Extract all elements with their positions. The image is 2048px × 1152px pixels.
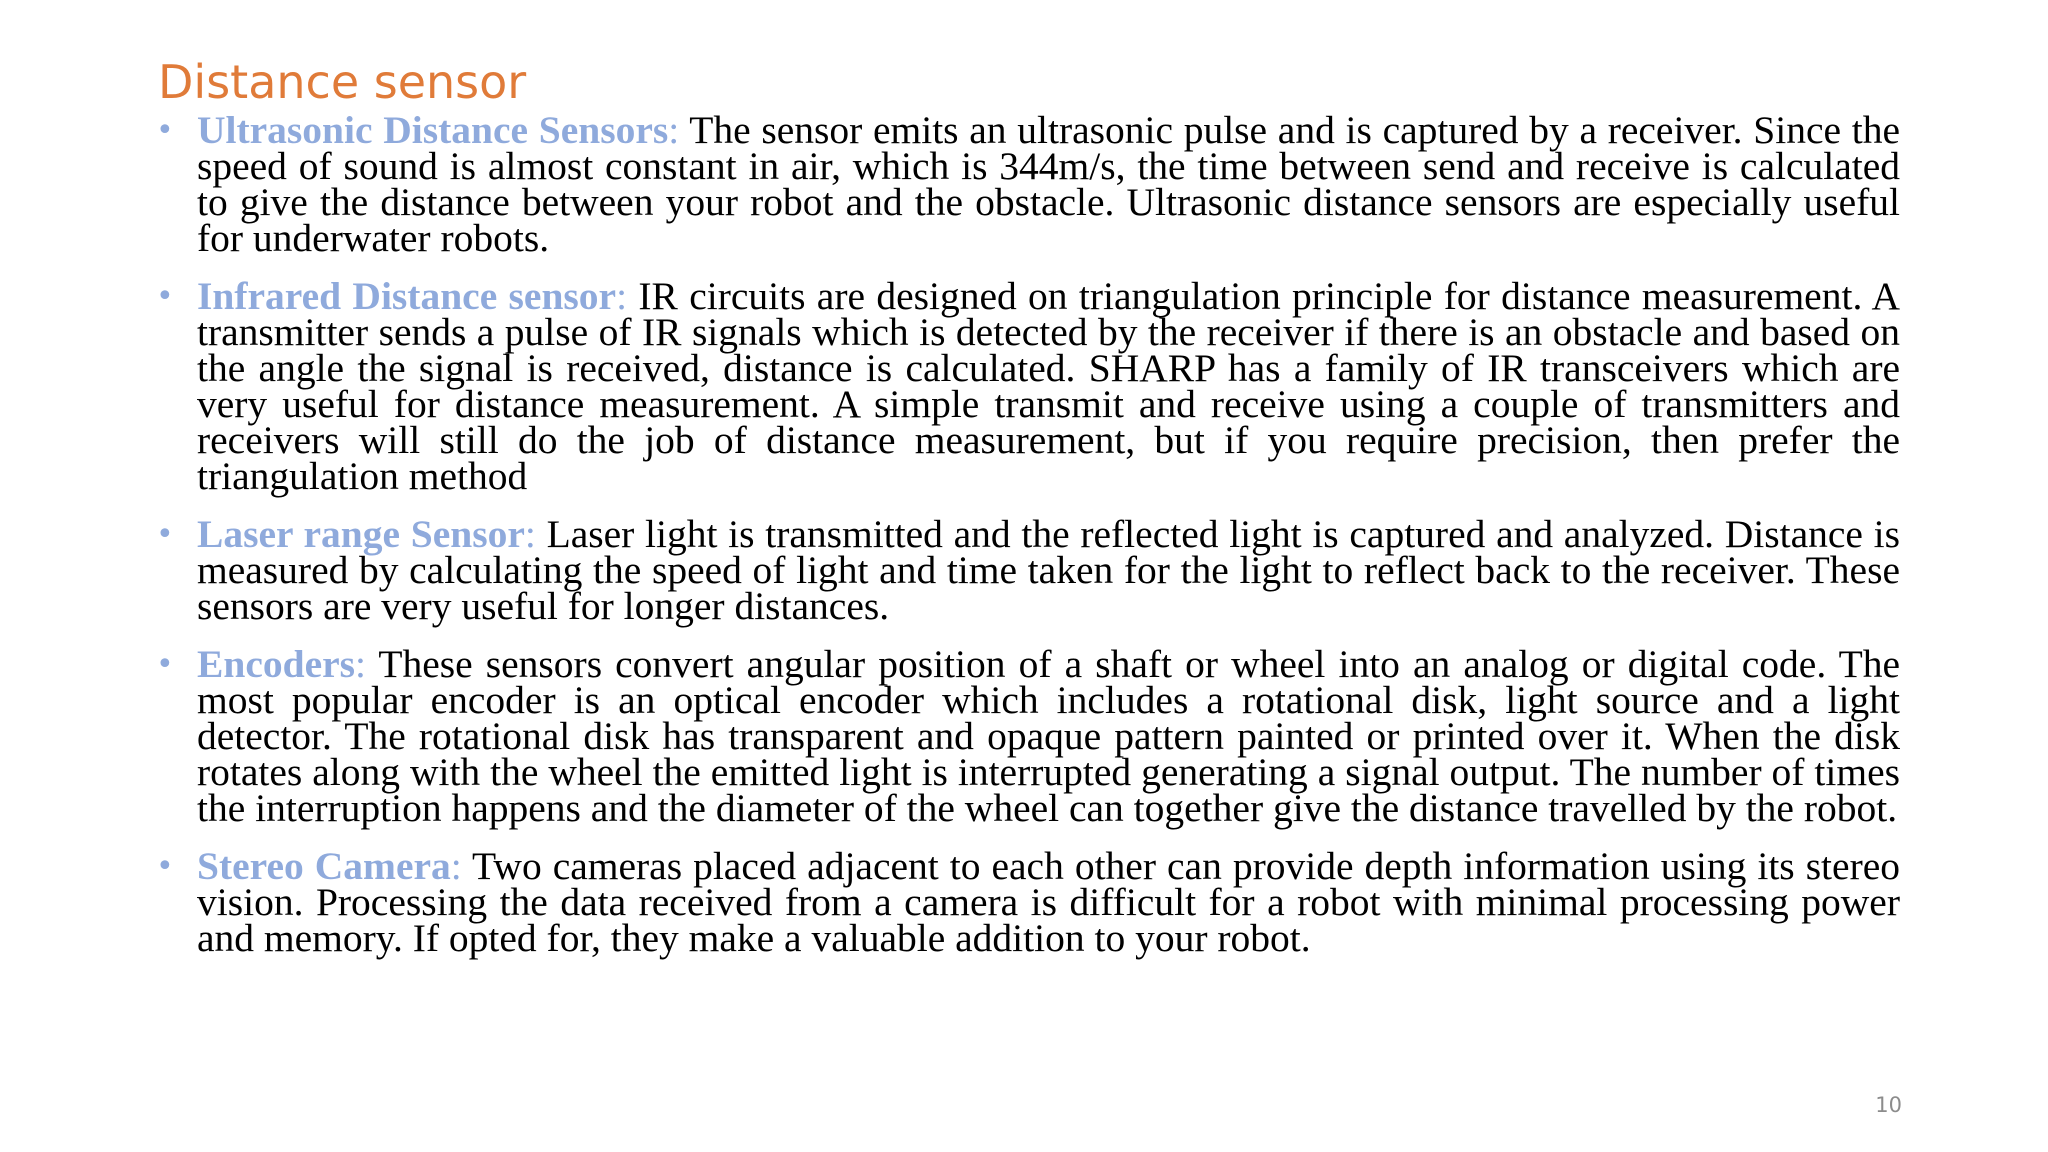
term-infrared: Infrared Distance sensor [197,274,617,318]
description-stereo-camera: Two cameras placed adjacent to each other can provide depth information using its stereo vision. Processing the data received from a camera is difficult for a robot with minimal processing power and memory. If opted for, they make a valuable addition to your robot. [197,844,1901,960]
term-colon: : [668,108,680,152]
bullet-item-infrared [150,274,1900,498]
term-colon: : [450,844,462,888]
bullet-item-ultrasonic [150,108,1900,260]
bullet-icon: • [156,647,174,682]
description-laser: Laser light is transmitted and the reflected light is captured and analyzed. Distance is measured by calculating the speed of light and time taken for the light to reflect back to the receiver. These sensors are very useful for longer distances. [197,512,1900,628]
term-colon: : [355,642,366,686]
bullet-icon: • [156,113,174,148]
bullet-item-laser [150,512,1900,628]
term-laser: Laser range Sensor [197,512,525,556]
page-number: 10 [1875,1093,1902,1117]
term-colon: : [616,274,628,318]
slide-title: Distance sensor [158,55,527,109]
term-encoders: Encoders [197,642,355,686]
bullet-list [150,108,1901,978]
bullet-item-encoders [150,642,1900,830]
description-encoders: These sensors convert angular position of a shaft or wheel into an analog or digital code. The most popular encoder is an optical encoder which includes a rotational disk, light source and a light detector. The rotational disk has transparent and opaque pattern painted or printed over it. When the disk rotates along with the wheel the emitted light is interrupted generating a signal output. The number of times the interruption happens and the diameter of the wheel can together give the distance travelled by the robot. [197,642,1900,830]
bullet-icon: • [156,279,174,314]
bullet-icon: • [156,849,174,884]
term-stereo-camera: Stereo Camera [197,844,451,888]
term-ultrasonic: Ultrasonic Distance Sensors [197,108,669,152]
description-ultrasonic: The sensor emits an ultrasonic pulse and is captured by a receiver. Since the speed of sound is almost constant in air, which is 344m/s, the time between send and receive is calculated to give the distance between your robot and the obstacle. Ultrasonic distance sensors are especially useful for underwater robots. [197,108,1900,260]
bullet-icon: • [156,517,174,552]
term-colon: : [524,512,536,556]
description-infrared: IR circuits are designed on triangulation principle for distance measurement. A transmitter sends a pulse of IR signals which is detected by the receiver if there is an obstacle and based on the angle the signal is received, distance is calculated. SHARP has a family of IR transceivers which are very useful for distance measurement. A simple transmit and receive using a couple of transmitters and receivers will still do the job of distance measurement, but if you require precision, then prefer the triangulation method [197,274,1900,498]
bullet-item-stereo-camera [150,844,1901,960]
